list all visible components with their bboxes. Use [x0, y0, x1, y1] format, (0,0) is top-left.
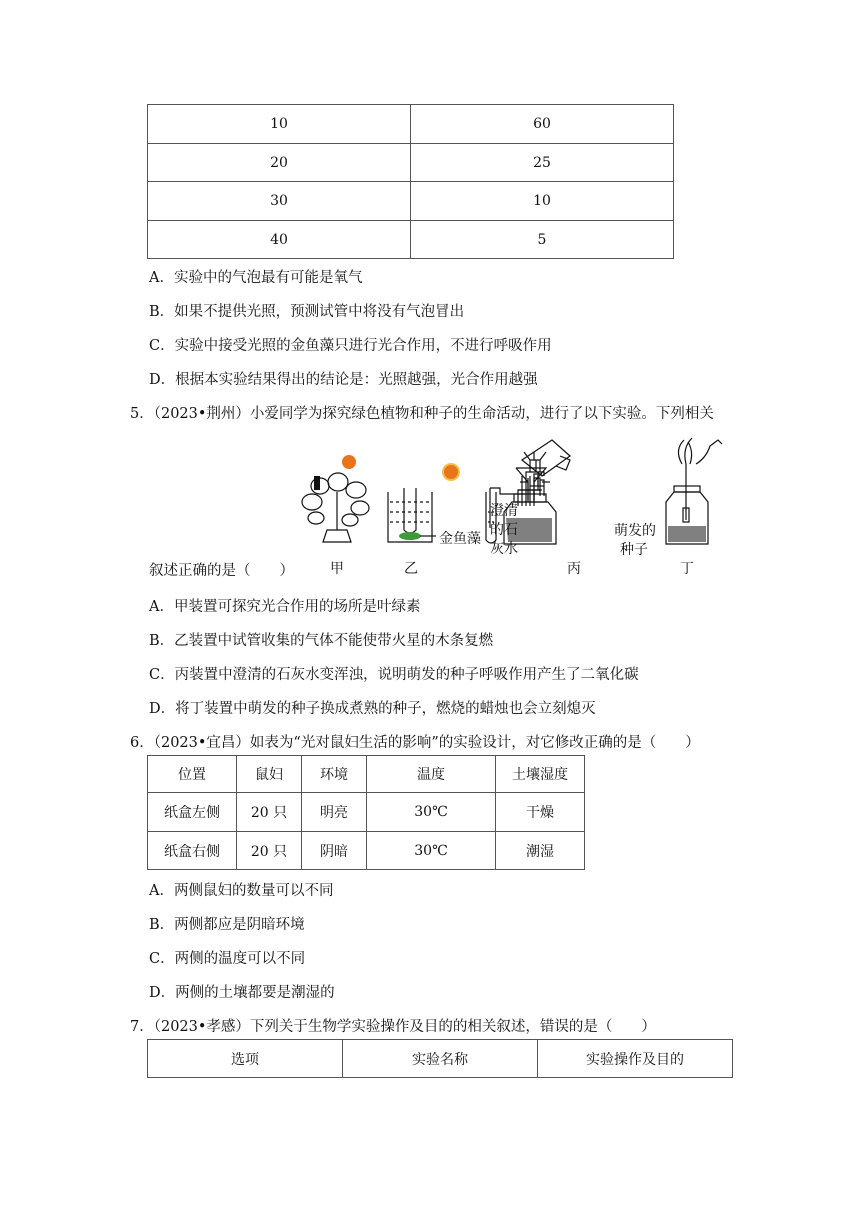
table-header-cell: 环境: [302, 756, 367, 793]
label-seeds-2: 种子: [620, 542, 648, 558]
table-header-cell: 鼠妇: [237, 756, 302, 793]
table-cell: 40: [148, 221, 411, 259]
table-cell: 潮湿: [496, 832, 585, 870]
label-bing: 丙: [567, 561, 581, 577]
q7-stem: 7．（2023•孝感）下列关于生物学实验操作及目的的相关叙述，错误的是（ ）: [130, 1019, 656, 1035]
data-table-top: [147, 104, 674, 259]
q5-option-b: B．乙装置中试管收集的气体不能使带火星的木条复燃: [149, 633, 494, 649]
label-seeds-1: 萌发的: [614, 523, 656, 539]
table-cell: 阴暗: [302, 832, 367, 870]
table-row: [148, 832, 585, 870]
label-yi: 乙: [404, 561, 418, 577]
table-cell: 20 只: [237, 832, 302, 870]
q5-option-a: A．甲装置可探究光合作用的场所是叶绿素: [149, 599, 421, 615]
table-header-cell: 实验操作及目的: [538, 1040, 733, 1078]
table-header-row: [148, 756, 585, 793]
q5-option-c: C．丙装置中澄清的石灰水变浑浊，说明萌发的种子呼吸作用产生了二氧化碳: [149, 667, 639, 683]
table-cell: 10: [148, 105, 411, 144]
q6-option-d: D．两侧的土壤都要是潮湿的: [149, 985, 335, 1001]
table-header-cell: 位置: [148, 756, 237, 793]
table-cell: 30: [148, 182, 411, 221]
table-header-cell: 温度: [367, 756, 496, 793]
label-limewater-1: 澄清: [490, 503, 518, 519]
table-cell: 10: [411, 182, 674, 221]
label-jinyuzao: 金鱼藻: [439, 531, 481, 547]
table-cell: 干燥: [496, 793, 585, 832]
q5-option-d: D．将丁装置中萌发的种子换成煮熟的种子，燃烧的蜡烛也会立刻熄灭: [149, 701, 596, 717]
q6-option-a: A．两侧鼠妇的数量可以不同: [149, 883, 334, 899]
q4-option-b: B．如果不提供光照，预测试管中将没有气泡冒出: [149, 304, 465, 320]
table-header-row: [148, 1040, 733, 1078]
table-header-cell: 土壤湿度: [496, 756, 585, 793]
table-row: [148, 221, 674, 259]
q5-stem-cont: 叙述正确的是（ ）: [149, 563, 294, 579]
label-ding: 丁: [680, 561, 694, 577]
table-row: [148, 793, 585, 832]
sun-icon: [443, 464, 459, 480]
table-header-cell: 选项: [148, 1040, 343, 1078]
algae-icon: [399, 532, 421, 540]
table-cell: 30℃: [367, 793, 496, 832]
table-cell: 5: [411, 221, 674, 259]
jar-apparatus-ding: [666, 438, 722, 544]
q4-option-d: D．根据本实验结果得出的结论是：光照越强，光合作用越强: [149, 372, 538, 388]
label-limewater-3: 灰水: [490, 541, 518, 557]
q6-table: [147, 755, 585, 870]
q4-option-c: C．实验中接受光照的金鱼藻只进行光合作用，不进行呼吸作用: [149, 338, 552, 354]
q5-stem: 5．（2023•荆州）小爱同学为探究绿色植物和种子的生命活动，进行了以下实验。下列相关: [130, 406, 714, 422]
label-jia: 甲: [330, 561, 344, 577]
table-row: [148, 105, 674, 144]
table-header-cell: 实验名称: [343, 1040, 538, 1078]
sun-icon: [342, 455, 356, 469]
table-row: [148, 144, 674, 182]
table-row: [148, 182, 674, 221]
q4-option-a: A．实验中的气泡最有可能是氧气: [149, 270, 363, 286]
q6-option-b: B．两侧都应是阴暗环境: [149, 917, 305, 933]
table-cell: 20 只: [237, 793, 302, 832]
table-cell: 明亮: [302, 793, 367, 832]
q6-option-c: C．两侧的温度可以不同: [149, 951, 306, 967]
label-limewater-2: 的石: [490, 522, 518, 538]
q6-stem: 6．（2023•宜昌）如表为“光对鼠妇生活的影响”的实验设计，对它修改正确的是（ ）: [130, 735, 700, 751]
table-cell: 30℃: [367, 832, 496, 870]
table-cell: 纸盒左侧: [148, 793, 237, 832]
table-cell: 纸盒右侧: [148, 832, 237, 870]
q7-table: [147, 1039, 733, 1078]
table-cell: 60: [411, 105, 674, 144]
table-cell: 25: [411, 144, 674, 182]
plant-apparatus-jia: [302, 455, 369, 542]
table-cell: 20: [148, 144, 411, 182]
